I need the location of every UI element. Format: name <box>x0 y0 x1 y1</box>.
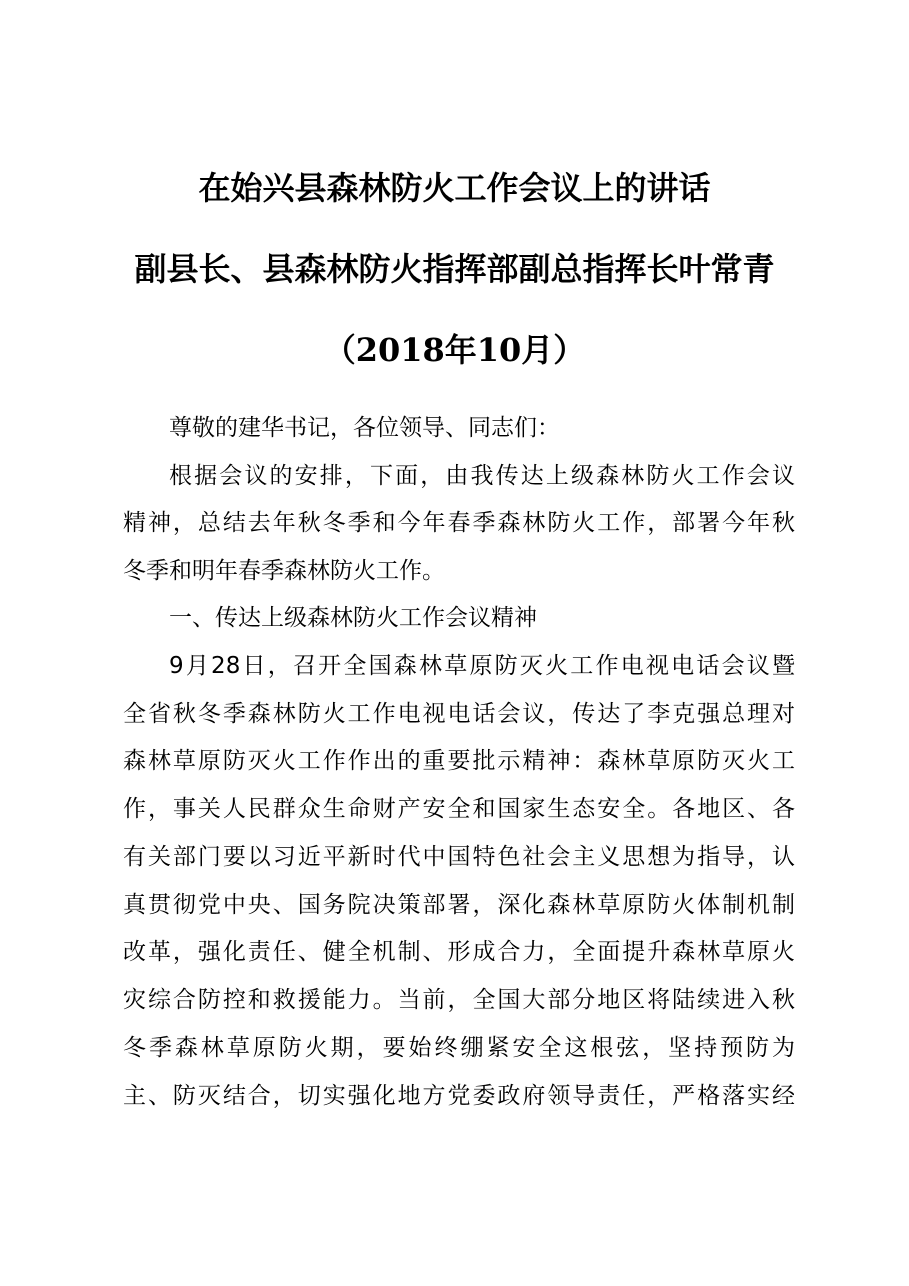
paragraph-line: 真贯彻党中央、国务院决策部署，深化森林草原防火体制机制 <box>123 892 795 918</box>
speaker-line: 副县长、县森林防火指挥部副总指挥长叶常青 <box>134 250 775 288</box>
paragraph-line: 灾综合防控和救援能力。当前，全国大部分地区将陆续进入秋 <box>123 987 795 1013</box>
paragraph-line: 全省秋冬季森林防火工作电视电话会议，传达了李克强总理对 <box>123 701 795 727</box>
paragraph-line: 主、防灭结合，切实强化地方党委政府领导责任，严格落实经 <box>123 1083 795 1109</box>
section-heading: 一、传达上级森林防火工作会议精神 <box>169 605 537 631</box>
paragraph-line: 改革，强化责任、健全机制、形成合力，全面提升森林草原火 <box>123 939 795 965</box>
paragraph-line: 冬季森林草原防火期，要始终绷紧安全这根弦，坚持预防为 <box>123 1035 795 1061</box>
paragraph-line: 9月28日，召开全国森林草原防灭火工作电视电话会议暨 <box>169 653 795 679</box>
paragraph-line: 作，事关人民群众生命财产安全和国家生态安全。各地区、各 <box>123 796 795 822</box>
paragraph-line: 精神，总结去年秋冬季和今年春季森林防火工作，部署今年秋 <box>123 510 795 536</box>
paragraph-line: 根据会议的安排，下面，由我传达上级森林防火工作会议 <box>169 463 795 489</box>
salutation: 尊敬的建华书记，各位领导、同志们： <box>169 415 560 441</box>
paragraph-line: 森林草原防灭火工作作出的重要批示精神：森林草原防灭火工 <box>123 748 795 774</box>
paragraph-line: 冬季和明年春季森林防火工作。 <box>123 558 445 584</box>
date-line: （2018年10月） <box>323 331 586 369</box>
document-title: 在始兴县森林防火工作会议上的讲话 <box>198 169 711 207</box>
paragraph-line: 有关部门要以习近平新时代中国特色社会主义思想为指导，认 <box>123 844 795 870</box>
